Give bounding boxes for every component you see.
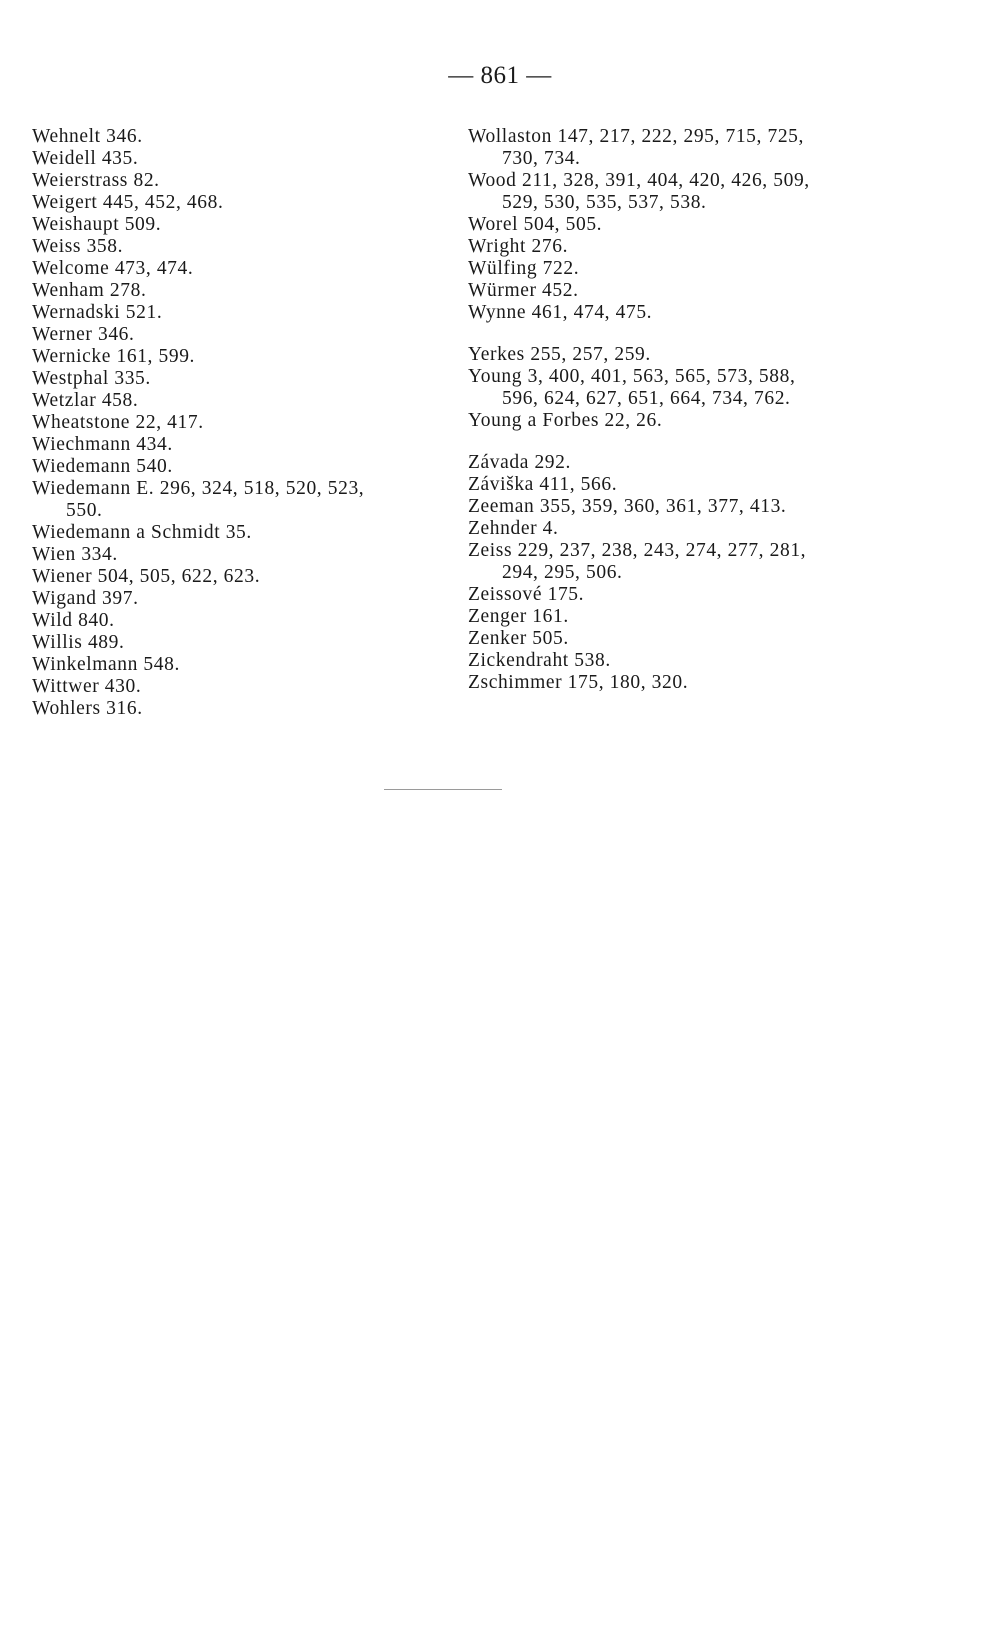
entry-line: Weigert 445, 452, 468. (32, 192, 224, 213)
entry-line: Werner 346. (32, 324, 135, 345)
index-entry (468, 584, 888, 606)
entry-continuation: 294, 295, 506. (502, 562, 623, 583)
index-entry (468, 628, 888, 650)
index-entry (32, 280, 452, 302)
index-entry (32, 258, 452, 280)
index-entry (32, 654, 452, 676)
index-column-right (468, 126, 888, 694)
entry-line: Wernadski 521. (32, 302, 163, 323)
index-entry (32, 214, 452, 236)
entry-line: Závada 292. (468, 452, 571, 473)
entry-line: Wiedemann E. 296, 324, 518, 520, 523, (32, 478, 365, 499)
entry-line: Young 3, 400, 401, 563, 565, 573, 588, (468, 366, 796, 387)
index-entry (32, 192, 452, 214)
entry-line: Wiedemann a Schmidt 35. (32, 522, 252, 543)
index-entry (32, 126, 452, 148)
entry-line: Záviška 411, 566. (468, 474, 618, 495)
entry-line: Willis 489. (32, 632, 125, 653)
index-entry (468, 650, 888, 672)
entry-continuation: 529, 530, 535, 537, 538. (502, 192, 707, 213)
entry-line: Zenger 161. (468, 606, 569, 627)
entry-line: Young a Forbes 22, 26. (468, 410, 663, 431)
index-entry (32, 346, 452, 368)
entry-line: Wheatstone 22, 417. (32, 412, 204, 433)
index-entry (32, 236, 452, 258)
index-entry (32, 676, 452, 698)
entry-line: Zeissové 175. (468, 584, 585, 605)
entry-line: Zehnder 4. (468, 518, 559, 539)
entry-line: Wiechmann 434. (32, 434, 173, 455)
index-entry (468, 280, 888, 302)
index-entry (32, 324, 452, 346)
index-entry (468, 126, 888, 170)
entry-line: Wohlers 316. (32, 698, 143, 719)
index-entry (32, 478, 452, 522)
page-number: — 861 — (448, 62, 552, 89)
index-entry (32, 368, 452, 390)
index-entry (468, 214, 888, 236)
index-entry (32, 566, 452, 588)
index-entry (32, 456, 452, 478)
entry-line: Winkelmann 548. (32, 654, 180, 675)
index-entry (32, 522, 452, 544)
entry-line: Wollaston 147, 217, 222, 295, 715, 725, (468, 126, 804, 147)
index-entry (468, 474, 888, 496)
index-entry (468, 518, 888, 540)
index-entry (468, 540, 888, 584)
index-entry (468, 366, 888, 410)
entry-line: Zeeman 355, 359, 360, 361, 377, 413. (468, 496, 787, 517)
entry-line: Zeiss 229, 237, 238, 243, 274, 277, 281, (468, 540, 807, 561)
index-entry (468, 258, 888, 280)
entry-continuation: 550. (66, 500, 103, 521)
entry-line: Wood 211, 328, 391, 404, 420, 426, 509, (468, 170, 810, 191)
index-entry (32, 544, 452, 566)
index-entry (32, 434, 452, 456)
entry-line: Wynne 461, 474, 475. (468, 302, 653, 323)
index-entry (32, 302, 452, 324)
index-entry (468, 452, 888, 474)
index-entry (32, 698, 452, 720)
entry-line: Zenker 505. (468, 628, 569, 649)
entry-line: Wien 334. (32, 544, 118, 565)
entry-line: Wright 276. (468, 236, 569, 257)
index-entry (468, 672, 888, 694)
entry-line: Weidell 435. (32, 148, 139, 169)
entry-line: Wiedemann 540. (32, 456, 173, 477)
entry-line: Worel 504, 505. (468, 214, 603, 235)
entry-line: Wetzlar 458. (32, 390, 139, 411)
entry-line: Zickendraht 538. (468, 650, 611, 671)
entry-line: Wittwer 430. (32, 676, 142, 697)
entry-continuation: 730, 734. (502, 148, 581, 169)
index-entry (468, 496, 888, 518)
group-spacer (468, 432, 888, 452)
entry-line: Wiener 504, 505, 622, 623. (32, 566, 261, 587)
entry-line: Westphal 335. (32, 368, 151, 389)
entry-line: Weierstrass 82. (32, 170, 160, 191)
entry-line: Wernicke 161, 599. (32, 346, 196, 367)
index-entry (32, 610, 452, 632)
entry-line: Weishaupt 509. (32, 214, 162, 235)
entry-line: Weiss 358. (32, 236, 124, 257)
entry-line: Yerkes 255, 257, 259. (468, 344, 651, 365)
entry-line: Würmer 452. (468, 280, 579, 301)
index-entry (32, 390, 452, 412)
entry-line: Wild 840. (32, 610, 115, 631)
index-entry (32, 632, 452, 654)
index-entry (468, 344, 888, 366)
entry-line: Wülfing 722. (468, 258, 580, 279)
index-entry (32, 148, 452, 170)
index-entry (32, 588, 452, 610)
index-entry (468, 606, 888, 628)
entry-line: Wigand 397. (32, 588, 139, 609)
entry-line: Wehnelt 346. (32, 126, 143, 147)
index-column-left (32, 126, 452, 720)
index-entry (468, 410, 888, 432)
index-entry (468, 170, 888, 214)
entry-continuation: 596, 624, 627, 651, 664, 734, 762. (502, 388, 791, 409)
end-rule (384, 789, 502, 790)
entry-line: Zschimmer 175, 180, 320. (468, 672, 689, 693)
index-entry (32, 170, 452, 192)
index-entry (468, 302, 888, 324)
entry-line: Welcome 473, 474. (32, 258, 194, 279)
group-spacer (468, 324, 888, 344)
index-entry (468, 236, 888, 258)
index-entry (32, 412, 452, 434)
entry-line: Wenham 278. (32, 280, 147, 301)
